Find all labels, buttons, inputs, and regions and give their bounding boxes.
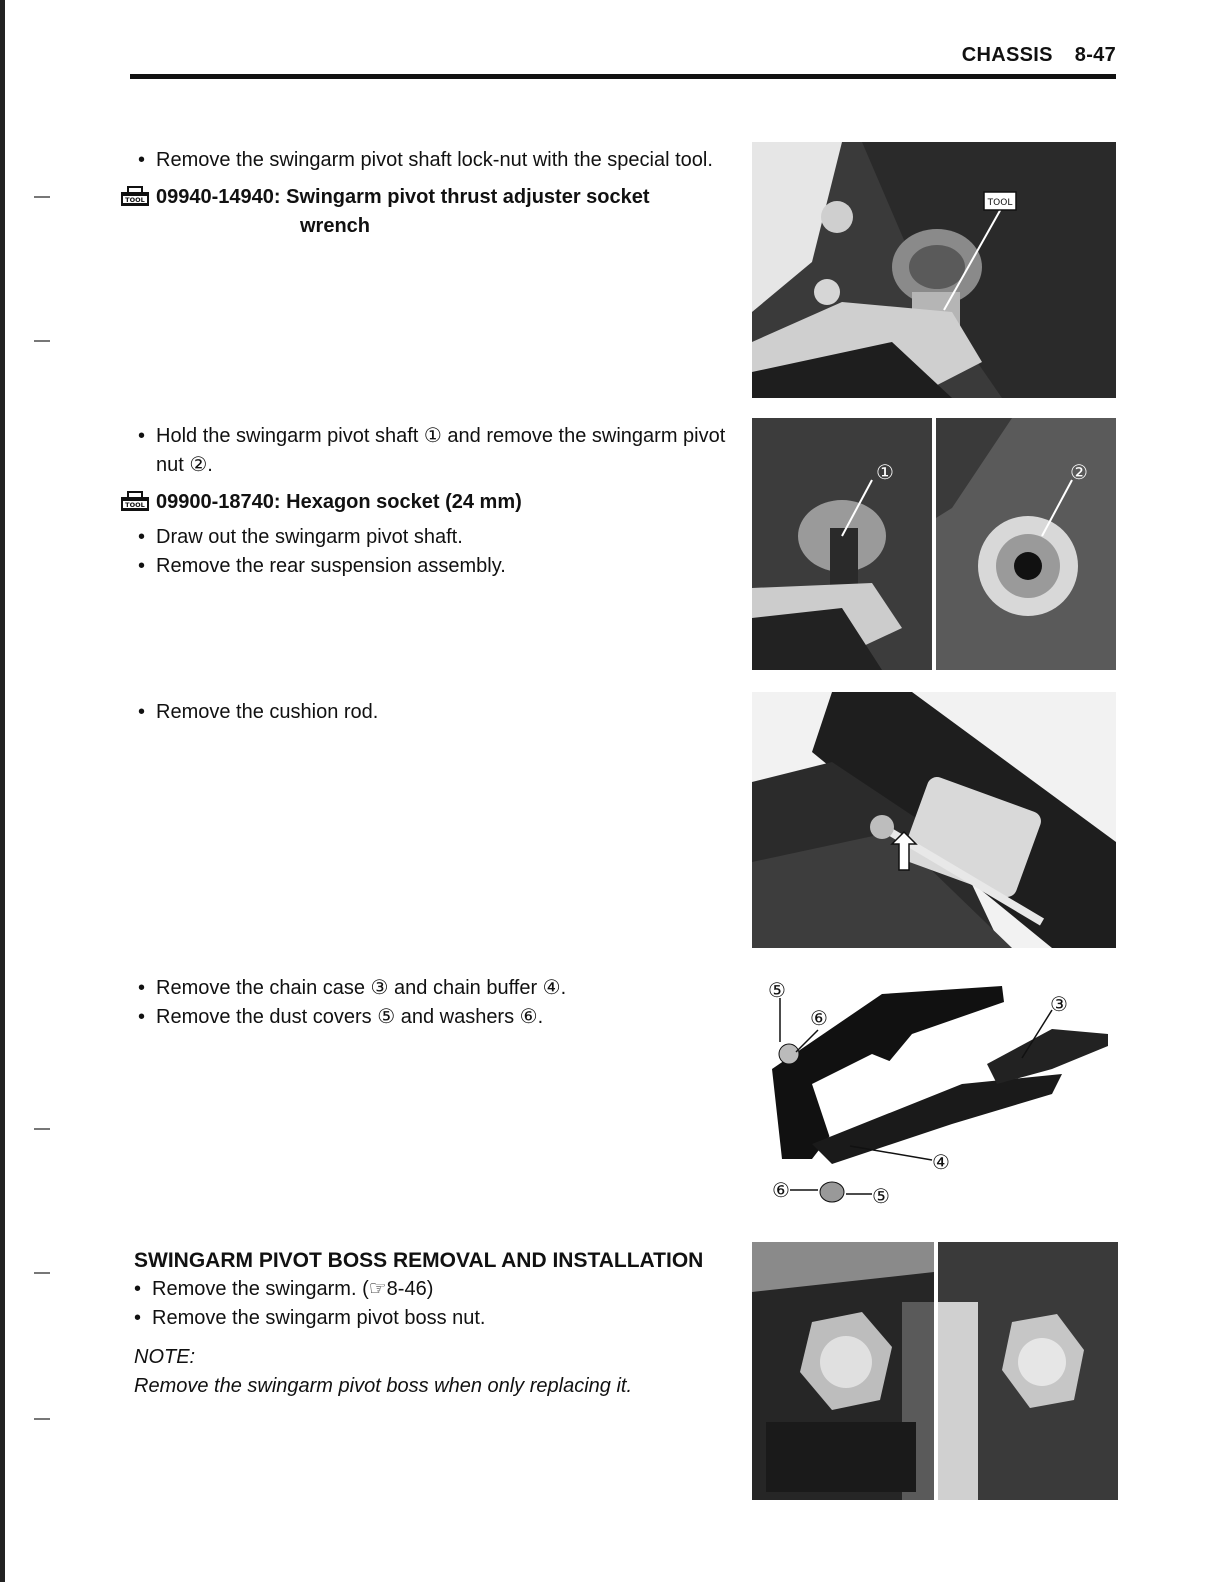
tool-box-icon: [120, 490, 150, 512]
binding-mark: [34, 1128, 50, 1130]
step-2: [125, 422, 728, 581]
page-header: [130, 44, 1116, 68]
callout-5: ⑤: [768, 978, 786, 1002]
tool-name-1-cont: wrench: [300, 215, 371, 237]
tool-spec-2: [120, 488, 728, 517]
step-3: [138, 698, 728, 727]
section-heading: SWINGARM PIVOT BOSS REMOVAL AND INSTALLATION: [134, 1249, 704, 1272]
page-left-edge: [0, 0, 5, 1582]
pivot-boss-section: [134, 1246, 734, 1401]
step-4: [138, 974, 728, 1032]
step-2-bullet-1: • Hold the swingarm pivot shaft ① and remove the swingarm pivot nut ②.: [138, 422, 728, 480]
photo-lock-nut-removal: [752, 142, 1116, 398]
tool-spec-1: [120, 183, 728, 241]
tool-box-icon: [120, 185, 150, 207]
photo-cushion-rod: [752, 692, 1116, 948]
svg-text:TOOL: TOOL: [125, 196, 145, 204]
callout-5b: ⑤: [872, 1184, 890, 1208]
callout-6b: ⑥: [772, 1178, 790, 1202]
binding-mark: [34, 340, 50, 342]
page-number: 8-47: [1074, 44, 1116, 66]
step-4-bullet-2: • Remove the dust covers ⑤ and washers ⑥.: [138, 1003, 728, 1032]
step-1: [125, 146, 728, 241]
photo-pivot-shaft-nut: [752, 418, 1116, 670]
photo-tool-label: TOOL: [987, 198, 1013, 208]
note-text: Remove the swingarm pivot boss when only replacing it.: [134, 1375, 633, 1397]
callout-6: ⑥: [810, 1006, 828, 1030]
tool-code-1: 09940-14940:: [156, 186, 281, 208]
binding-mark: [34, 1272, 50, 1274]
callout-4: ④: [932, 1150, 950, 1174]
note-label: NOTE:: [134, 1346, 196, 1368]
section-title: CHASSIS: [961, 44, 1053, 66]
callout-3: ③: [1050, 992, 1068, 1016]
tool-name-1: Swingarm pivot thrust adjuster socket: [286, 186, 650, 208]
photo-swingarm-parts: [752, 974, 1116, 1210]
callout-1: ①: [876, 460, 894, 484]
photo-pivot-boss-nut: [752, 1242, 1118, 1500]
callout-2: ②: [1070, 460, 1088, 484]
tool-code-2: 09900-18740:: [156, 491, 281, 513]
binding-mark: [34, 196, 50, 198]
step-1-bullet: • Remove the swingarm pivot shaft lock-nut with the special tool.: [138, 146, 728, 175]
step-2-bullet-3: • Remove the rear suspension assembly.: [138, 552, 728, 581]
section-bullet-2: • Remove the swingarm pivot boss nut.: [134, 1304, 734, 1333]
step-3-bullet: • Remove the cushion rod.: [138, 698, 728, 727]
step-2-bullet-2: • Draw out the swingarm pivot shaft.: [138, 523, 728, 552]
tool-name-2: Hexagon socket (24 mm): [286, 491, 522, 513]
section-bullet-1: • Remove the swingarm. (☞8-46): [134, 1275, 734, 1304]
binding-mark: [34, 1418, 50, 1420]
step-4-bullet-1: • Remove the chain case ③ and chain buffer ④.: [138, 974, 728, 1003]
svg-text:TOOL: TOOL: [125, 501, 145, 509]
header-rule: [130, 74, 1116, 79]
